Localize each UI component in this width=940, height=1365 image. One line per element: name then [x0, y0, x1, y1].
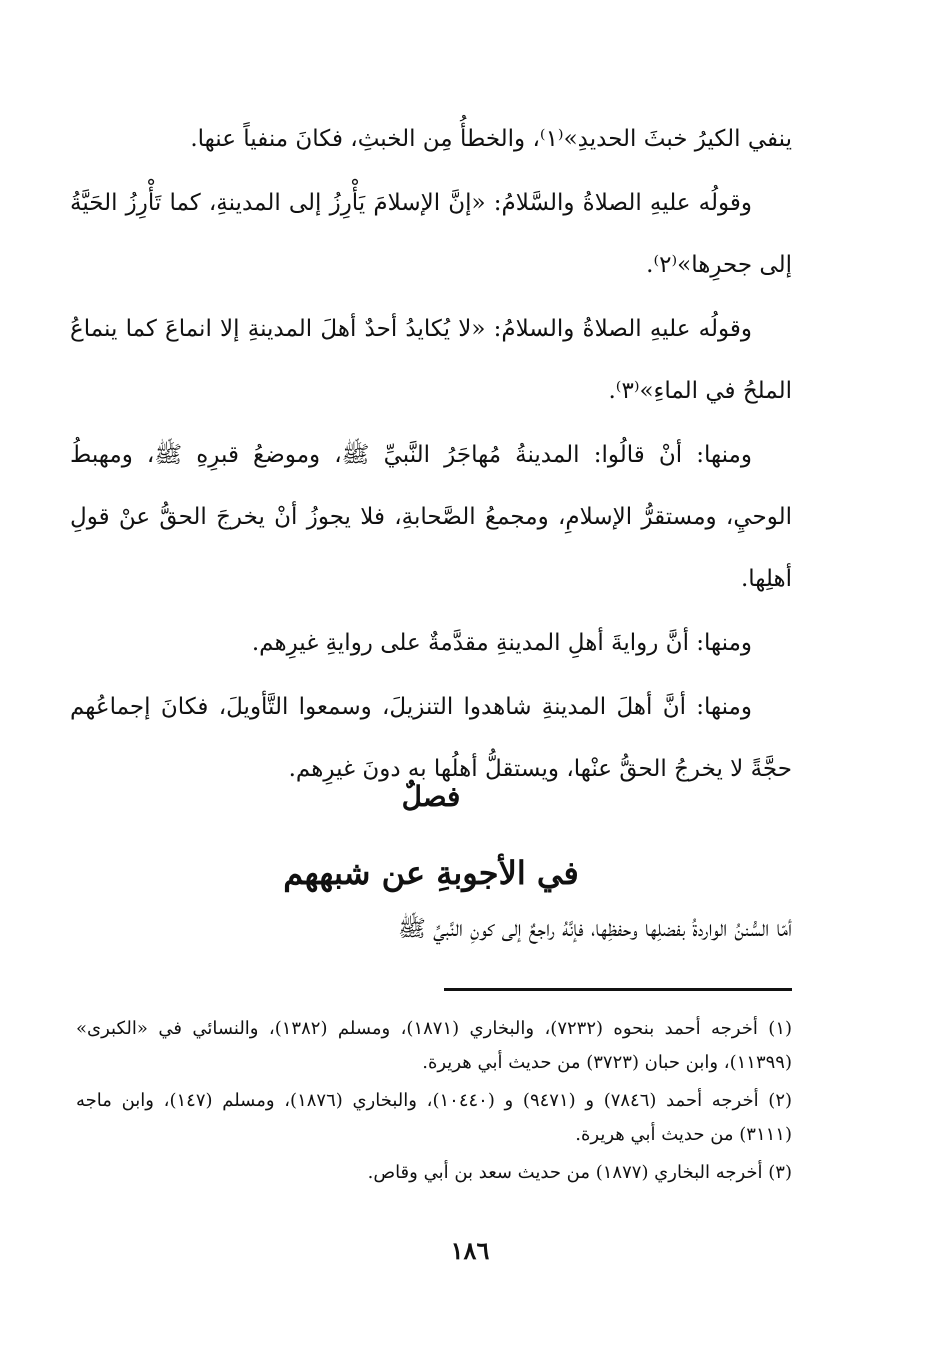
main-text	[70, 108, 792, 802]
footnotes	[76, 1012, 792, 1194]
paragraph: ومنها: أنَّ روايةَ أهلِ المدينةِ مقدَّمةٌ على روايةِ غيرِهم.	[251, 630, 752, 656]
paragraph: ينفي الكيرُ خبثَ الحديدِ»⁽١⁾، والخطأُ مِن الخبثِ، فكانَ منفياً عنها.	[190, 126, 792, 152]
paragraph: وقولُه عليهِ الصلاةُ والسَّلامُ: «إنَّ الإسلامَ يَأْرِزُ إلى المدينةِ، كما تَأْرِزُ الحَيَّةُ إلى جحرِها»⁽٢⁾.	[70, 190, 792, 278]
paragraph: أمّا السُّننُ الواردةُ بفضلِها وحفظِها، فإنَّهُ راجعٌ إلى كونِ النَّبيِّ ﷺ	[398, 916, 792, 942]
paragraph: وقولُه عليهِ الصلاةُ والسلامُ: «لا يُكايدُ أحدٌ أهلَ المدينةِ إلا انماعَ كما ينماعُ الملحُ في الماءِ»⁽٣⁾.	[70, 316, 792, 404]
footnote: (٣) أخرجه البخاري (١٨٧٧) من حديث سعد بن أبي وقاص.	[367, 1162, 792, 1183]
section-subtitle: في الأجوبةِ عن شبههم	[283, 854, 579, 892]
page-number: ١٨٦	[450, 1236, 490, 1265]
footnote-divider	[444, 988, 792, 991]
section-title: فصلٌ	[401, 780, 461, 813]
footnote: (١) أخرجه أحمد بنحوه (٧٢٣٢)، والبخاري (١٨٧١)، ومسلم (١٣٨٢)، والنسائي في «الكبرى» (١١٣٩٩)، وابن حبان (٣٧٢٣) من حديث أبي هريرة.	[76, 1018, 793, 1073]
paragraph: ومنها: أنَّ أهلَ المدينةِ شاهدوا التنزيلَ، وسمعوا التَّأويلَ، فكانَ إجماعُهم حجَّةً لا يخرجُ الحقُّ عنْها، ويستقلُّ أهلُها به دونَ غيرِهم.	[70, 694, 792, 782]
footnote: (٢) أخرجه أحمد (٧٨٤٦) و (٩٤٧١) و (١٠٤٤٠)، والبخاري (١٨٧٦)، ومسلم (١٤٧)، وابن ماجه (٣١١١) من حديث أبي هريرة.	[76, 1090, 793, 1145]
paragraph: ومنها: أنْ قالُوا: المدينةُ مُهاجَرُ النَّبيِّ ﷺ، وموضعُ قبرِهِ ﷺ، ومهبطُ الوحيِ، ومستقرُّ الإسلامِ، ومجمعُ الصَّحابةِ، فلا يجوزُ أنْ يخرجَ الحقُّ عنْ قولِ أهلِها.	[70, 442, 792, 592]
